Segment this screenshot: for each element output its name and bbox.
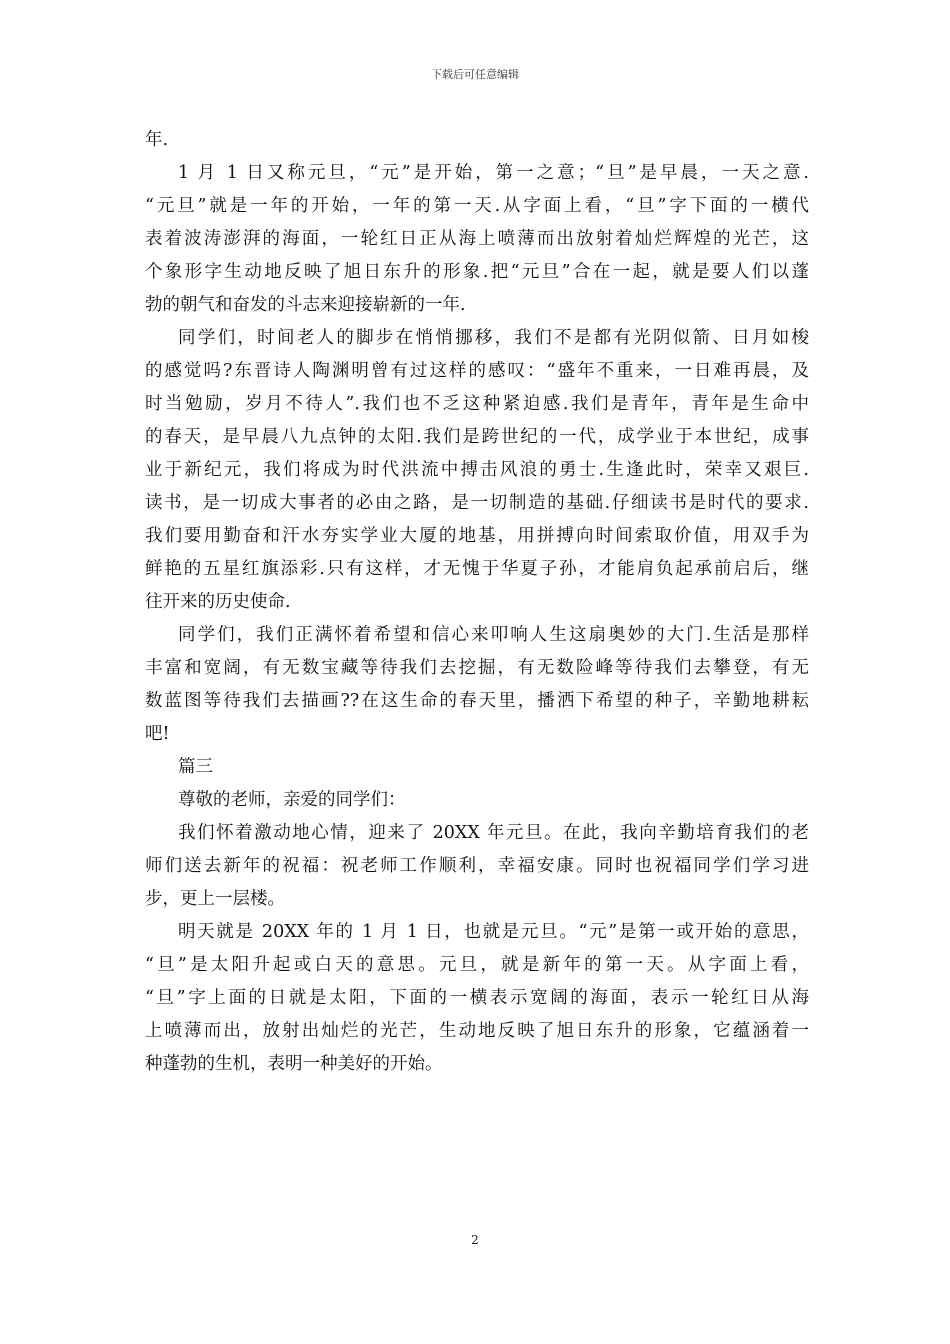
- text-line: 读书，是一切成大事者的必由之路，是一切制造的基础.仔细读书是时代的要求.: [145, 493, 809, 513]
- text-line: 表着波涛澎湃的海面，一轮红日正从海上喷薄而出放射着灿烂辉煌的光芒，这: [145, 229, 809, 249]
- text-line: “旦”字上面的日就是太阳，下面的一横表示宽阔的海面，表示一轮红日从海: [145, 988, 809, 1008]
- text-line: 种蓬勃的生机，表明一种美好的开始。: [145, 1054, 443, 1074]
- text-line: 的感觉吗?东晋诗人陶渊明曾有过这样的感叹：“盛年不重来，一日难再晨，及: [145, 361, 809, 381]
- text-line: 丰富和宽阔，有无数宝藏等待我们去挖掘，有无数险峰等待我们去攀登，有无: [145, 658, 809, 678]
- text-line: 步，更上一层楼。: [145, 889, 285, 909]
- text-line: 师们送去新年的祝福：祝老师工作顺利，幸福安康。同时也祝福同学们学习进: [145, 856, 809, 876]
- text-line: “元旦”就是一年的开始，一年的第一天.从字面上看，“旦”字下面的一横代: [145, 196, 809, 216]
- text-line: 我们要用勤奋和汗水夯实学业大厦的地基，用拼搏向时间索取价值，用双手为: [145, 526, 809, 546]
- text-line: 我们怀着激动地心情，迎来了 20XX 年元旦。在此，我向辛勤培育我们的老: [178, 823, 809, 843]
- text-line: 尊敬的老师，亲爱的同学们：: [178, 790, 406, 810]
- text-line: 鲜艳的五星红旗添彩.只有这样，才无愧于华夏子孙，才能肩负起承前启后，继: [145, 559, 809, 579]
- page-header: 下载后可任意编辑: [431, 68, 519, 81]
- text-line: 同学们，我们正满怀着希望和信心来叩响人生这扇奥妙的大门.生活是那样: [178, 625, 809, 645]
- text-line: 往开来的历史使命.: [145, 592, 291, 612]
- text-line: 勃的朝气和奋发的斗志来迎接崭新的一年.: [145, 295, 466, 315]
- text-line: 个象形字生动地反映了旭日东升的形象.把“元旦”合在一起，就是要人们以蓬: [145, 262, 809, 282]
- document-body: [145, 124, 809, 1081]
- text-line: 吧!: [145, 724, 170, 744]
- text-line: 的春天，是早晨八九点钟的太阳.我们是跨世纪的一代，成学业于本世纪，成事: [145, 427, 809, 447]
- page-number: 2: [471, 1233, 479, 1247]
- text-line: “旦”是太阳升起或白天的意思。元旦，就是新年的第一天。从字面上看，: [145, 955, 809, 975]
- text-line: 年.: [145, 130, 169, 150]
- text-line: 时当勉励，岁月不待人”.我们也不乏这种紧迫感.我们是青年，青年是生命中: [145, 394, 809, 414]
- text-line: 同学们，时间老人的脚步在悄悄挪移，我们不是都有光阴似箭、日月如梭: [178, 328, 809, 348]
- text-line: 数蓝图等待我们去描画??在这生命的春天里，播洒下希望的种子，辛勤地耕耘: [145, 691, 809, 711]
- text-line: 1 月 1 日又称元旦，“元”是开始，第一之意；“旦”是早晨，一天之意.: [178, 163, 809, 183]
- text-line: 明天就是 20XX 年的 1 月 1 日，也就是元旦。“元”是第一或开始的意思，: [178, 922, 809, 942]
- text-line: 篇三: [178, 757, 213, 777]
- text-line: 上喷薄而出，放射出灿烂的光芒，生动地反映了旭日东升的形象，它蕴涵着一: [145, 1021, 809, 1041]
- text-line: 业于新纪元，我们将成为时代洪流中搏击风浪的勇士.生逢此时，荣幸又艰巨.: [145, 460, 809, 480]
